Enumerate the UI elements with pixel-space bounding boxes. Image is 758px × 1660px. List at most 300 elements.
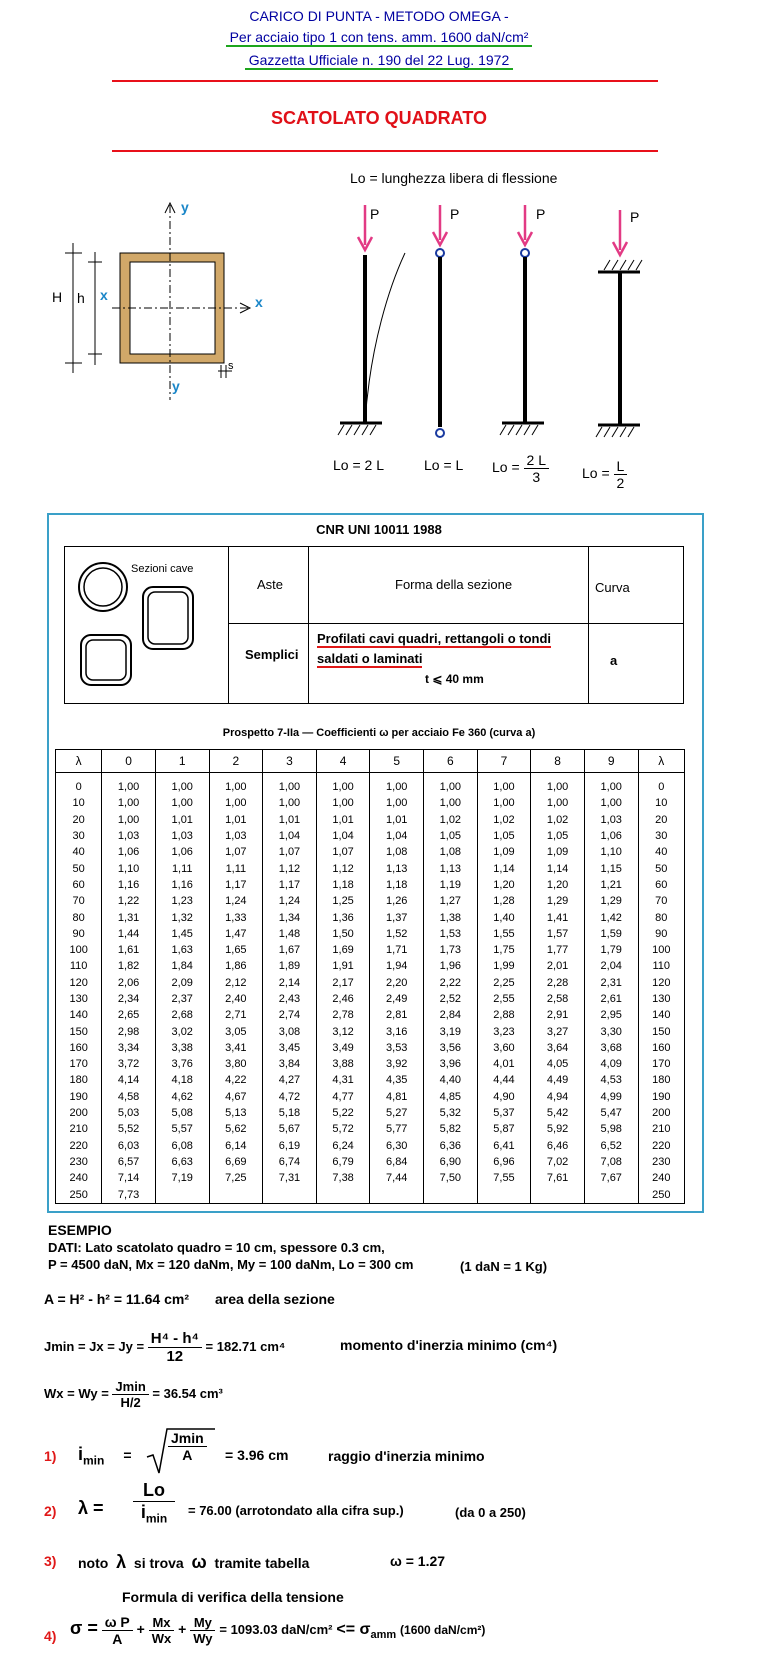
- table-row: [56, 1170, 685, 1186]
- step4-formula: σ = $\frac{\text{ω P}}{A}$ + $\frac{Mx}{Wx}$ + $\frac{My}{Wy}$ = 1093.03 $daN/cm^2 <= \sigma_{amm}$ (1600 daN/cm²): [70, 1614, 486, 1647]
- table-cell: 1,63: [155, 942, 209, 958]
- table-cell: 1,00: [477, 773, 531, 796]
- table-cell: 3,02: [155, 1023, 209, 1039]
- step1-number: 1): [44, 1448, 57, 1464]
- table-cell: 6,84: [370, 1154, 424, 1170]
- load-p-2: P: [450, 206, 460, 222]
- table-cell: 1,89: [263, 958, 317, 974]
- table-cell: 2,17: [316, 975, 370, 991]
- red-divider-top: [112, 80, 658, 82]
- lo-label-3: Lo = $\frac{2 L}{3}$: [492, 452, 549, 485]
- table-cell: 1,03: [155, 828, 209, 844]
- table-row: [56, 1007, 685, 1023]
- table-cell: 90: [56, 926, 102, 942]
- table-cell: 1,00: [584, 795, 638, 811]
- table-row: [56, 926, 685, 942]
- table-cell: 1,05: [531, 828, 585, 844]
- table-cell: 1,00: [102, 812, 156, 828]
- table-row: [56, 860, 685, 876]
- table-cell: 2,06: [102, 975, 156, 991]
- table-cell: 1,53: [424, 926, 478, 942]
- table-header-cell: 3: [263, 750, 317, 773]
- table-cell: 2,46: [316, 991, 370, 1007]
- header-line3: Gazzetta Ufficiale n. 190 del 22 Lug. 1972: [0, 52, 758, 68]
- sezioni-cave-label: Sezioni cave: [131, 563, 194, 575]
- table-cell: 1,17: [209, 877, 263, 893]
- step2-result: = 76.00 (arrotondato alla cifra sup.): [188, 1503, 404, 1518]
- table-cell: 4,18: [155, 1072, 209, 1088]
- table-row: [56, 844, 685, 860]
- table-cell: 6,14: [209, 1138, 263, 1154]
- table-cell: 1,00: [424, 773, 478, 796]
- table-cell: 10: [56, 795, 102, 811]
- table-cell: 220: [638, 1138, 684, 1154]
- table-cell: 1,52: [370, 926, 424, 942]
- hollow-sections-icon: [73, 557, 223, 697]
- table-cell: 6,57: [102, 1154, 156, 1170]
- table-cell: 5,42: [531, 1105, 585, 1121]
- table-cell: 2,14: [263, 975, 317, 991]
- table-cell: 3,64: [531, 1040, 585, 1056]
- table-cell: 50: [56, 860, 102, 876]
- table-cell: 2,37: [155, 991, 209, 1007]
- table-cell: 1,50: [316, 926, 370, 942]
- table-cell: 1,02: [531, 812, 585, 828]
- thickness-limit: t ⩽ 40 mm: [425, 672, 484, 686]
- table-cell: 3,27: [531, 1023, 585, 1039]
- table-cell: 1,25: [316, 893, 370, 909]
- table-header-cell: 0: [102, 750, 156, 773]
- table-cell: 3,34: [102, 1040, 156, 1056]
- table-cell: 1,06: [102, 844, 156, 860]
- table-cell: 4,94: [531, 1089, 585, 1105]
- table-cell: 3,68: [584, 1040, 638, 1056]
- step1-desc: raggio d'inerzia minimo: [328, 1448, 485, 1464]
- table-cell: 2,43: [263, 991, 317, 1007]
- table-cell: 2,95: [584, 1007, 638, 1023]
- table-row: [56, 1138, 685, 1154]
- table-cell: 80: [56, 909, 102, 925]
- table-cell: 6,96: [477, 1154, 531, 1170]
- table-header-cell: 1: [155, 750, 209, 773]
- table-cell: 2,84: [424, 1007, 478, 1023]
- table-cell: 3,16: [370, 1023, 424, 1039]
- profilati-line2: saldati o laminati: [317, 651, 423, 666]
- table-cell: 1,15: [584, 860, 638, 876]
- table-cell: 130: [638, 991, 684, 1007]
- table-cell: 1,65: [209, 942, 263, 958]
- jmin-desc: momento d'inerzia minimo (cm⁴): [340, 1337, 558, 1353]
- table-cell: 1,10: [102, 860, 156, 876]
- table-cell: 1,06: [155, 844, 209, 860]
- table-cell: 1,18: [316, 877, 370, 893]
- table-cell: 1,16: [102, 877, 156, 893]
- table-cell: 2,22: [424, 975, 478, 991]
- table-cell: 4,05: [531, 1056, 585, 1072]
- table-cell: 6,69: [209, 1154, 263, 1170]
- table-cell: 70: [638, 893, 684, 909]
- table-header-cell: 4: [316, 750, 370, 773]
- table-cell: 3,96: [424, 1056, 478, 1072]
- header-line1: CARICO DI PUNTA - METODO OMEGA -: [249, 8, 509, 24]
- table-cell: 1,82: [102, 958, 156, 974]
- table-cell: 7,61: [531, 1170, 585, 1186]
- table-cell: 2,91: [531, 1007, 585, 1023]
- table-cell: 1,00: [370, 795, 424, 811]
- step3-result: ω = 1.27: [390, 1553, 446, 1569]
- table-cell: 5,77: [370, 1121, 424, 1137]
- table-cell: 1,77: [531, 942, 585, 958]
- table-cell: 210: [638, 1121, 684, 1137]
- table-cell: 1,01: [209, 812, 263, 828]
- table-cell: 7,08: [584, 1154, 638, 1170]
- table-cell: 160: [638, 1040, 684, 1056]
- table-cell: 1,05: [477, 828, 531, 844]
- table-cell: 4,44: [477, 1072, 531, 1088]
- table-cell: 110: [638, 958, 684, 974]
- table-cell: 1,71: [370, 942, 424, 958]
- table-cell: 1,27: [424, 893, 478, 909]
- table-cell: 240: [638, 1170, 684, 1186]
- w-formula: Wx = Wy = $\frac{Jmin}{H/2}$ = 36.54 cm³: [44, 1379, 223, 1410]
- table-cell: [316, 1186, 370, 1203]
- table-header-cell: 6: [424, 750, 478, 773]
- table-cell: 6,52: [584, 1138, 638, 1154]
- load-p-1: P: [370, 206, 380, 222]
- table-cell: 4,27: [263, 1072, 317, 1088]
- table-row: [56, 958, 685, 974]
- table-cell: 2,04: [584, 958, 638, 974]
- table-cell: 130: [56, 991, 102, 1007]
- table-cell: [155, 1186, 209, 1203]
- table-cell: 1,00: [424, 795, 478, 811]
- table-cell: 6,24: [316, 1138, 370, 1154]
- table-cell: 1,33: [209, 909, 263, 925]
- prospetto-caption: Prospetto 7-IIa — Coefficienti ω per acciaio Fe 360 (curva a): [222, 727, 536, 739]
- table-cell: 1,08: [424, 844, 478, 860]
- s-label: s: [228, 360, 234, 372]
- table-cell: [424, 1186, 478, 1203]
- table-cell: 250: [638, 1186, 684, 1203]
- table-cell: 20: [56, 812, 102, 828]
- table-cell: 3,30: [584, 1023, 638, 1039]
- table-row: [56, 795, 685, 811]
- table-cell: 5,13: [209, 1105, 263, 1121]
- table-cell: 6,03: [102, 1138, 156, 1154]
- table-cell: 1,48: [263, 926, 317, 942]
- table-cell: 3,08: [263, 1023, 317, 1039]
- table-cell: 1,09: [531, 844, 585, 860]
- table-cell: 1,08: [370, 844, 424, 860]
- table-cell: 5,27: [370, 1105, 424, 1121]
- x-label-left: x: [100, 287, 108, 303]
- table-cell: 100: [56, 942, 102, 958]
- step2-range: (da 0 a 250): [455, 1505, 526, 1520]
- table-cell: 120: [638, 975, 684, 991]
- table-cell: 1,31: [102, 909, 156, 925]
- H-label: H: [52, 289, 63, 305]
- table-row: [56, 893, 685, 909]
- table-cell: 150: [638, 1023, 684, 1039]
- column-1: [338, 205, 405, 435]
- table-cell: 120: [56, 975, 102, 991]
- table-cell: 6,46: [531, 1138, 585, 1154]
- example-units: (1 daN = 1 Kg): [460, 1259, 548, 1274]
- table-cell: 50: [638, 860, 684, 876]
- table-cell: 230: [56, 1154, 102, 1170]
- table-cell: 7,67: [584, 1170, 638, 1186]
- header-line2: Per acciaio tipo 1 con tens. amm. 1600 daN/cm²: [0, 29, 758, 45]
- table-cell: 1,04: [370, 828, 424, 844]
- table-cell: 1,03: [209, 828, 263, 844]
- table-cell: 1,99: [477, 958, 531, 974]
- table-cell: 1,61: [102, 942, 156, 958]
- table-cell: 3,53: [370, 1040, 424, 1056]
- forma-header: Forma della sezione: [395, 577, 513, 592]
- step1-formula: $i_{min}$ =: [78, 1444, 132, 1468]
- table-row: [56, 1023, 685, 1039]
- table-cell: 2,55: [477, 991, 531, 1007]
- table-cell: 1,11: [209, 860, 263, 876]
- table-row: [56, 1121, 685, 1137]
- table-cell: 3,84: [263, 1056, 317, 1072]
- table-cell: 4,01: [477, 1056, 531, 1072]
- lo-definition: Lo = lunghezza libera di flessione: [350, 170, 558, 186]
- table-header-cell: 5: [370, 750, 424, 773]
- table-row: [56, 1154, 685, 1170]
- table-cell: 5,62: [209, 1121, 263, 1137]
- formula-title: Formula di verifica della tensione: [122, 1589, 344, 1605]
- table-cell: 1,45: [155, 926, 209, 942]
- lo-label-1: Lo = 2 L: [333, 457, 384, 473]
- table-cell: 180: [638, 1072, 684, 1088]
- table-cell: 5,52: [102, 1121, 156, 1137]
- table-cell: 4,09: [584, 1056, 638, 1072]
- table-cell: 1,10: [584, 844, 638, 860]
- table-cell: 80: [638, 909, 684, 925]
- table-cell: 1,94: [370, 958, 424, 974]
- table-cell: 210: [56, 1121, 102, 1137]
- table-cell: 230: [638, 1154, 684, 1170]
- table-cell: 60: [638, 877, 684, 893]
- table-cell: 1,18: [370, 877, 424, 893]
- table-cell: 2,20: [370, 975, 424, 991]
- table-cell: 1,09: [477, 844, 531, 860]
- table-row: [56, 1186, 685, 1203]
- column-3: [500, 205, 544, 435]
- table-cell: 40: [56, 844, 102, 860]
- table-cell: 2,28: [531, 975, 585, 991]
- step3-number: 3): [44, 1553, 57, 1569]
- profilati-line1: Profilati cavi quadri, rettangoli o tondi: [317, 631, 552, 646]
- table-cell: 1,55: [477, 926, 531, 942]
- table-cell: 2,65: [102, 1007, 156, 1023]
- table-cell: 5,03: [102, 1105, 156, 1121]
- table-cell: 1,13: [370, 860, 424, 876]
- table-row: [56, 1056, 685, 1072]
- table-cell: 1,36: [316, 909, 370, 925]
- cnr-title: CNR UNI 10011 1988: [316, 522, 442, 537]
- table-header-cell: λ: [56, 750, 102, 773]
- table-cell: 1,24: [209, 893, 263, 909]
- table-cell: 6,30: [370, 1138, 424, 1154]
- table-cell: 1,01: [263, 812, 317, 828]
- step2-lambda: λ =: [78, 1498, 104, 1518]
- step2-number: 2): [44, 1503, 57, 1519]
- red-divider-bottom: [112, 150, 658, 152]
- table-cell: 3,23: [477, 1023, 531, 1039]
- table-cell: 160: [56, 1040, 102, 1056]
- table-cell: 0: [638, 773, 684, 796]
- table-cell: 1,00: [209, 795, 263, 811]
- area-formula: A = H² - h² = 11.64 cm²: [44, 1291, 189, 1307]
- table-cell: 30: [56, 828, 102, 844]
- table-cell: 1,02: [477, 812, 531, 828]
- column-2: [433, 205, 447, 437]
- table-cell: 5,32: [424, 1105, 478, 1121]
- table-cell: 0: [56, 773, 102, 796]
- table-cell: 1,41: [531, 909, 585, 925]
- table-header-cell: λ: [638, 750, 684, 773]
- table-cell: 2,68: [155, 1007, 209, 1023]
- table-cell: 3,49: [316, 1040, 370, 1056]
- table-cell: 1,47: [209, 926, 263, 942]
- step3-text: noto λ si trova ω tramite tabella: [78, 1552, 310, 1572]
- table-cell: 100: [638, 942, 684, 958]
- table-cell: 4,77: [316, 1089, 370, 1105]
- semplici-label: Semplici: [245, 647, 299, 662]
- table-cell: 4,99: [584, 1089, 638, 1105]
- x-label-right: x: [255, 294, 263, 310]
- table-cell: 1,29: [531, 893, 585, 909]
- y-label-bottom: y: [172, 378, 180, 394]
- table-cell: 5,72: [316, 1121, 370, 1137]
- table-cell: 1,03: [584, 812, 638, 828]
- table-cell: 1,96: [424, 958, 478, 974]
- table-cell: 2,25: [477, 975, 531, 991]
- table-cell: 4,81: [370, 1089, 424, 1105]
- table-cell: 6,08: [155, 1138, 209, 1154]
- table-cell: 3,80: [209, 1056, 263, 1072]
- table-cell: 200: [638, 1105, 684, 1121]
- table-cell: 1,28: [477, 893, 531, 909]
- table-cell: 2,12: [209, 975, 263, 991]
- table-cell: 1,04: [316, 828, 370, 844]
- table-cell: [263, 1186, 317, 1203]
- curva-value: a: [610, 653, 618, 668]
- table-cell: 1,00: [155, 795, 209, 811]
- table-cell: 4,31: [316, 1072, 370, 1088]
- table-cell: 2,09: [155, 975, 209, 991]
- table-cell: 1,20: [531, 877, 585, 893]
- table-cell: 1,21: [584, 877, 638, 893]
- table-cell: 1,40: [477, 909, 531, 925]
- table-cell: 4,40: [424, 1072, 478, 1088]
- table-cell: 110: [56, 958, 102, 974]
- table-cell: 1,44: [102, 926, 156, 942]
- table-cell: 2,52: [424, 991, 478, 1007]
- table-cell: 1,13: [424, 860, 478, 876]
- table-cell: 1,06: [584, 828, 638, 844]
- step1-result: = 3.96 cm: [225, 1447, 289, 1463]
- table-cell: 3,76: [155, 1056, 209, 1072]
- table-cell: 1,29: [584, 893, 638, 909]
- load-p-3: P: [536, 206, 546, 222]
- table-cell: 1,34: [263, 909, 317, 925]
- table-cell: 250: [56, 1186, 102, 1203]
- table-header-cell: 8: [531, 750, 585, 773]
- table-cell: 5,92: [531, 1121, 585, 1137]
- curva-header: Curva: [595, 580, 630, 595]
- table-cell: 1,16: [155, 877, 209, 893]
- table-cell: 1,37: [370, 909, 424, 925]
- table-cell: 3,45: [263, 1040, 317, 1056]
- table-cell: 5,47: [584, 1105, 638, 1121]
- table-cell: 3,72: [102, 1056, 156, 1072]
- table-cell: 1,05: [424, 828, 478, 844]
- table-cell: 4,14: [102, 1072, 156, 1088]
- table-cell: 1,01: [155, 812, 209, 828]
- table-cell: 60: [56, 877, 102, 893]
- table-cell: 1,24: [263, 893, 317, 909]
- table-cell: 7,14: [102, 1170, 156, 1186]
- table-cell: 6,90: [424, 1154, 478, 1170]
- table-cell: [584, 1186, 638, 1203]
- table-cell: 1,01: [316, 812, 370, 828]
- table-cell: [531, 1186, 585, 1203]
- table-row: [56, 1089, 685, 1105]
- table-cell: 3,41: [209, 1040, 263, 1056]
- table-cell: 1,14: [477, 860, 531, 876]
- table-row: [56, 1105, 685, 1121]
- columns-diagram: [320, 195, 680, 465]
- column-4: [596, 210, 642, 437]
- table-cell: 5,37: [477, 1105, 531, 1121]
- table-row: [56, 991, 685, 1007]
- y-label-top: y: [181, 199, 189, 215]
- table-row: [56, 773, 685, 796]
- table-cell: 40: [638, 844, 684, 860]
- table-cell: 1,38: [424, 909, 478, 925]
- table-row: [56, 1072, 685, 1088]
- table-cell: 4,49: [531, 1072, 585, 1088]
- table-cell: 5,22: [316, 1105, 370, 1121]
- aste-header: Aste: [257, 577, 284, 592]
- table-cell: 1,07: [209, 844, 263, 860]
- table-cell: 1,14: [531, 860, 585, 876]
- table-cell: 2,40: [209, 991, 263, 1007]
- table-cell: 7,50: [424, 1170, 478, 1186]
- table-row: [56, 828, 685, 844]
- table-cell: 180: [56, 1072, 102, 1088]
- table-cell: 2,49: [370, 991, 424, 1007]
- table-cell: 3,05: [209, 1023, 263, 1039]
- table-cell: 140: [638, 1007, 684, 1023]
- table-cell: 3,56: [424, 1040, 478, 1056]
- table-cell: 2,88: [477, 1007, 531, 1023]
- table-row: [56, 942, 685, 958]
- table-cell: 1,00: [316, 795, 370, 811]
- table-cell: 7,19: [155, 1170, 209, 1186]
- table-cell: 90: [638, 926, 684, 942]
- table-cell: 4,85: [424, 1089, 478, 1105]
- table-row: [56, 877, 685, 893]
- table-cell: 1,12: [316, 860, 370, 876]
- table-cell: 190: [638, 1089, 684, 1105]
- table-cell: 1,67: [263, 942, 317, 958]
- table-header-cell: 7: [477, 750, 531, 773]
- table-cell: 1,32: [155, 909, 209, 925]
